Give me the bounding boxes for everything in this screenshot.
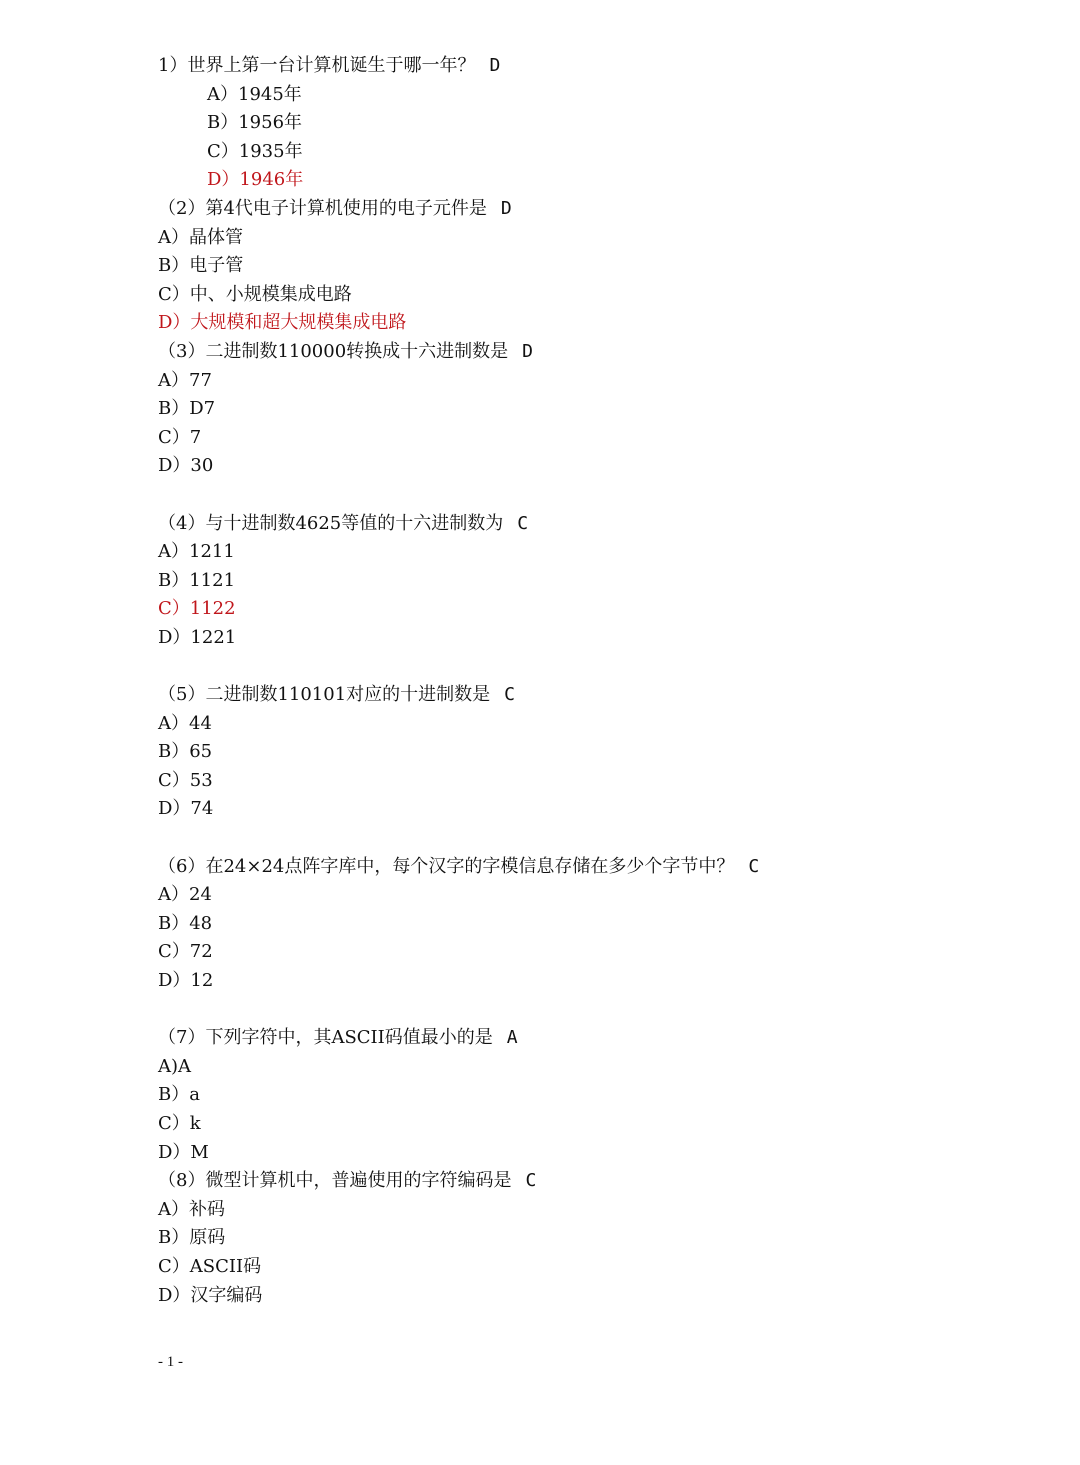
answer-letter: C <box>525 1170 537 1192</box>
option: A）晶体管 <box>158 226 243 248</box>
question-block <box>158 681 759 824</box>
question-stem <box>158 853 759 882</box>
question-text: （5）二进制数110101对应的十进制数是 <box>158 684 491 706</box>
option: A）1945年 <box>207 83 302 105</box>
option: A)A <box>158 1055 192 1077</box>
option-correct: D）大规模和超大规模集成电路 <box>158 312 407 334</box>
option: B）65 <box>158 741 213 763</box>
question-text: （8）微型计算机中，普遍使用的字符编码是 <box>158 1170 512 1192</box>
option: B）1121 <box>158 569 236 591</box>
question-stem <box>158 1024 759 1053</box>
option: A）24 <box>158 884 212 906</box>
question-stem <box>158 195 759 224</box>
question-document <box>158 52 759 1310</box>
answer-letter: D <box>522 340 534 362</box>
page-number: - 1 - <box>158 1354 183 1370</box>
answer-letter: A <box>506 1027 518 1049</box>
option: A）44 <box>158 712 212 734</box>
question-block <box>158 1024 759 1167</box>
option: C）k <box>158 1112 201 1134</box>
option: B）48 <box>158 912 213 934</box>
question-stem <box>158 510 759 539</box>
question-stem <box>158 1167 759 1196</box>
question-text: （4）与十进制数4625等值的十六进制数为 <box>158 512 504 534</box>
option: C）中、小规模集成电路 <box>158 283 352 305</box>
question-block <box>158 52 759 195</box>
option-correct: D）1946年 <box>207 169 304 191</box>
question-block <box>158 853 759 996</box>
question-block <box>158 1167 759 1310</box>
option-correct: C）1122 <box>158 598 236 620</box>
option: C）53 <box>158 769 213 791</box>
question-text: （6）在24×24点阵字库中，每个汉字的字模信息存储在多少个字节中？ <box>158 855 735 877</box>
option: D）1221 <box>158 626 237 648</box>
option: C）1935年 <box>207 140 303 162</box>
option: D）汉字编码 <box>158 1284 263 1306</box>
option: D）74 <box>158 798 214 820</box>
option: D）12 <box>158 970 214 991</box>
option: C）7 <box>158 426 202 448</box>
question-text: （2）第4代电子计算机使用的电子元件是 <box>158 197 487 219</box>
answer-letter: C <box>748 855 760 877</box>
option: C）72 <box>158 941 213 963</box>
question-text: （3）二进制数110000转换成十六进制数是 <box>158 340 509 362</box>
option: D）30 <box>158 455 214 477</box>
question-stem <box>158 681 759 710</box>
answer-letter: C <box>517 512 529 534</box>
option: B）1956年 <box>207 112 303 134</box>
question-text: （7）下列字符中，其ASCII码值最小的是 <box>158 1027 493 1049</box>
question-stem <box>158 52 759 81</box>
option: B）D7 <box>158 398 216 420</box>
question-block <box>158 338 759 481</box>
option: D）M <box>158 1141 209 1163</box>
question-block <box>158 510 759 653</box>
answer-letter: C <box>504 684 516 706</box>
question-block <box>158 195 759 338</box>
option: B）a <box>158 1084 200 1106</box>
question-stem <box>158 338 759 367</box>
option: A）1211 <box>158 541 235 563</box>
option: C）ASCII码 <box>158 1255 262 1277</box>
option: A）补码 <box>158 1198 225 1220</box>
answer-letter: D <box>489 55 501 76</box>
option: B）电子管 <box>158 255 244 277</box>
question-text: 1）世界上第一台计算机诞生于哪一年？ <box>158 55 476 76</box>
option: B）原码 <box>158 1227 226 1249</box>
option: A）77 <box>158 369 212 391</box>
answer-letter: D <box>500 197 512 219</box>
